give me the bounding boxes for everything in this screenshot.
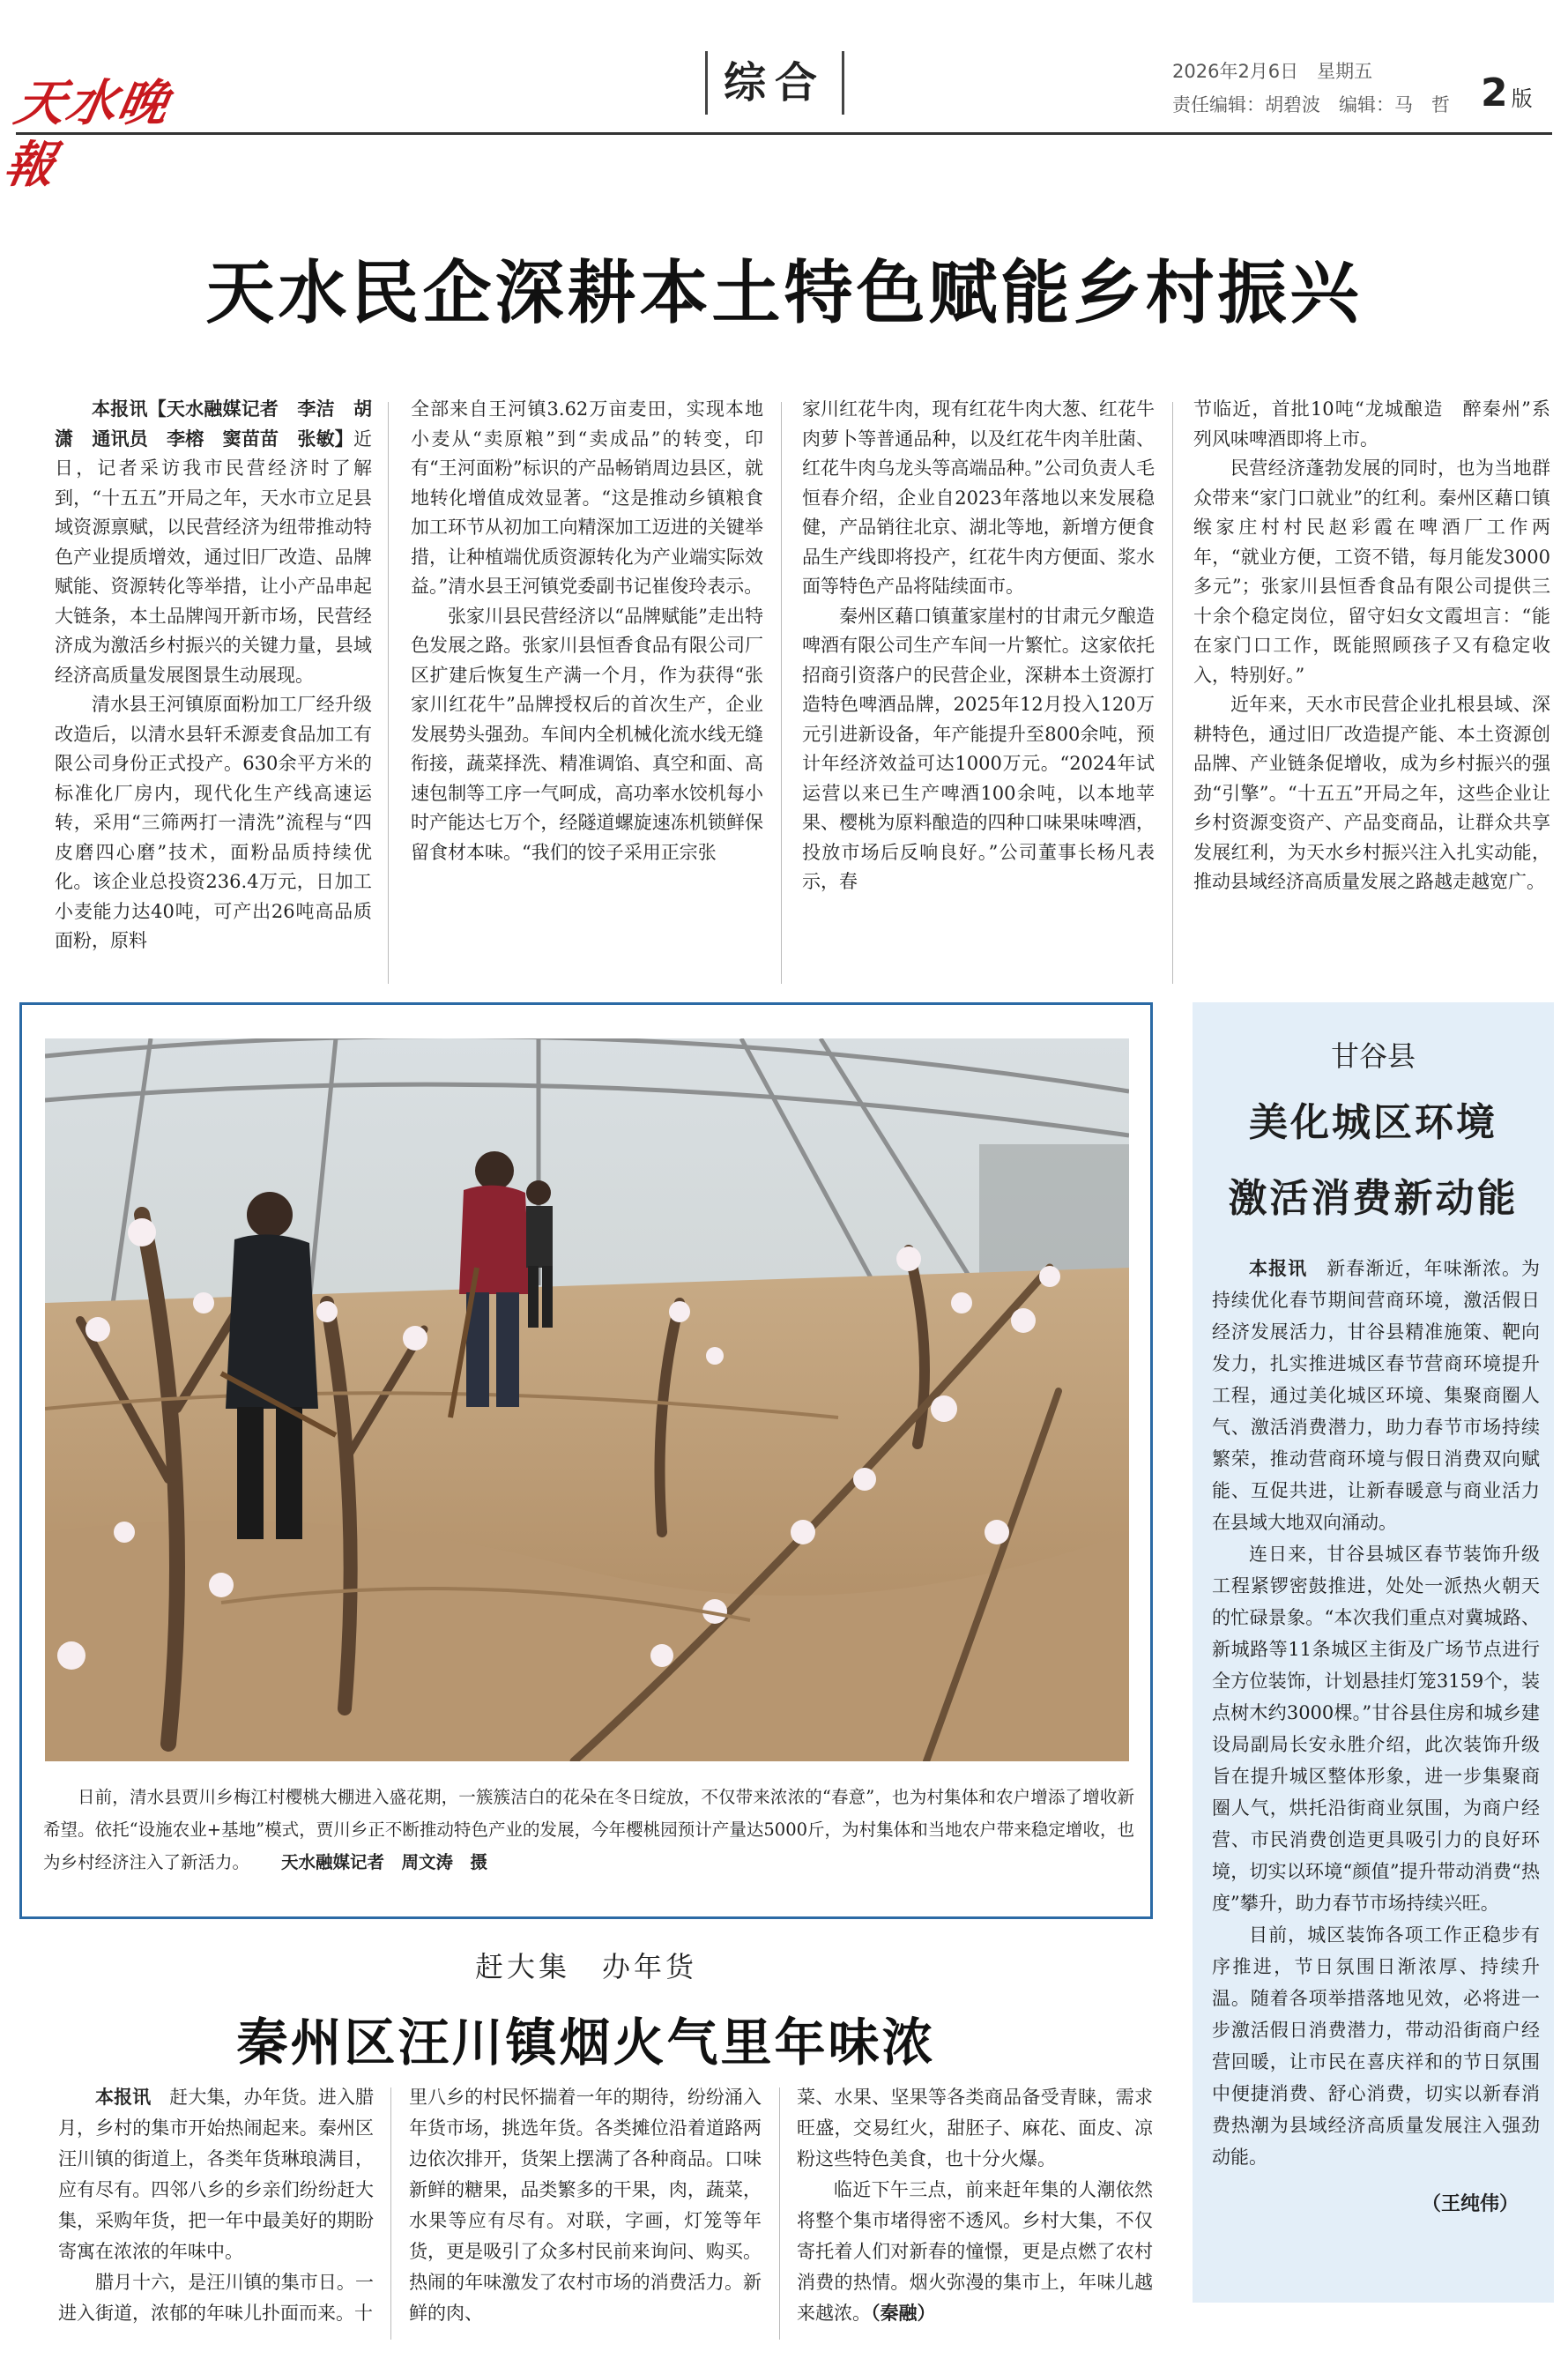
page-number: 2 版 [1481,71,1533,115]
section-label: 综合 [705,51,844,115]
photo-caption: 日前，清水县贾川乡梅江村樱桃大棚进入盛花期，一簇簇洁白的花朵在冬日绽放，不仅带来浓浓的“春意”，也为村集体和农户增添了增收新希望。依托“设施农业+基地”模式，贾川乡正不断推动特色产业的发展，今年樱桃园预计产量达5000斤，为村集体和当地农户带来稳定增收，也为乡村经济注入了新活力。 天水融媒记者 周文涛 摄 [43,1787,1134,1872]
masthead-rule [16,132,1552,135]
photo-credit: 天水融媒记者 周文涛 摄 [281,1852,488,1872]
sidebar-headline: 美化城区环境 激活消费新动能 [1228,1100,1519,1221]
newspaper-logo: 天水晚報 [0,74,175,194]
sidebar-body: 本报讯 新春渐近，年味渐浓。为持续优化春节期间营商环境，激活假日经济发展活力，甘谷县精准施策、靶向发力，扎实推进城区春节营商环境提升工程，通过美化城区环境、集聚商圈人气、激活消费潜力，助力春节市场持续繁荣，推动营商环境与假日消费双向赋能、互促共进，让新春暖意与商业活力在县域大地双向涌动。 连日来，甘谷县城区春节装饰升级工程紧锣密鼓推进，处处一派热火朝天的忙碌景象。“本次我们重点对冀城路、新城路等11条城区主街及广场节点进行全方位装饰，计划悬挂灯笼3159个，装点树木约3000棵。”甘谷县住房和城乡建设局副局长安永胜介绍，此次装饰升级旨在提升城区整体形象，进一步集聚商圈人气，烘托沿街商业氛围，为商户经营、市民消费创造更具吸引力的良好环境，切实以环境“颜值”提升带动消费“热度”攀升，助力春节市场持续兴旺。 目前，城区装饰各项工作正稳步有序推进，节日氛围日渐浓厚、持续升温。随着各项举措落地见效，必将进一步激活假日消费潜力，带动沿街商户经营回暖，让市民在喜庆祥和的节日氛围中便捷消费、舒心消费，切实以新春消费热潮为县域经济高质量发展注入强劲动能。 [1212,1258,1541,2168]
sidebar-kicker: 甘谷县 [1330,1039,1416,1073]
issue-meta [1172,55,1450,122]
second-story-column-3: 菜、水果、坚果等各类商品备受青睐，需求旺盛，交易红火，甜胚子、麻花、面皮、凉粉这些特色美食，也十分火爆。 临近下午三点，前来赶年集的人潮依然将整个集市堵得密不透风。乡村大集，不仅寄托着人们对新春的憧憬，更是点燃了农村消费的热情。烟火弥漫的集市上，年味儿越来越浓。（秦融） [797,2087,1153,2324]
lead-column-1: 本报讯【天水融媒记者 李洁 胡潇 通讯员 李榕 窦苗苗 张敏】近日，记者采访我市民营经济时了解到，“十五五”开局之年，天水市立足县域资源禀赋，以民营经济为纽带推动特色产业提质增效，通过旧厂改造、品牌赋能、资源转化等举措，让小产品串起大链条，本土品牌闯开新市场，民营经济成为激活乡村振兴的关键力量，县域经济高质量发展图景生动展现。 清水县王河镇原面粉加工厂经升级改造后，以清水县轩禾源麦食品加工有限公司身份正式投产。630余平方米的标准化厂房内，现代化生产线高速运转，采用“三筛两打一清洗”流程与“四皮磨四心磨”技术，面粉品质持续优化。该企业总投资236.4万元，日加工小麦能力达40吨，可产出26吨高品质面粉，原料 [55,398,372,951]
editors-line: 责任编辑：胡碧波 编辑：马 哲 [1172,94,1450,115]
sidebar-story [1193,1002,1554,2303]
second-story-kicker: 赶大集 办年货 [474,1950,697,1983]
lead-column-4: 节临近，首批10吨“龙城酿造 醉秦州”系列风味啤酒即将上市。 民营经济蓬勃发展的同时，也为当地群众带来“家门口就业”的红利。秦州区藉口镇缑家庄村村民赵彩霞在啤酒厂工作两年，“就业方便，工资不错，每月能发3000多元”；张家川县恒香食品有限公司提供三十余个稳定岗位，留守妇女文霞坦言：“能在家门口工作，既能照顾孩子又有稳定收入，特别好。” 近年来，天水市民营企业扎根县域、深耕特色，通过旧厂改造提产能、本土资源创品牌、产业链条促增收，成为乡村振兴的强劲“引擎”。“十五五”开局之年，这些企业让乡村资源变资产、产品变商品，让群众共享发展红利，为天水乡村振兴注入扎实动能，推动县域经济高质量发展之路越走越宽广。 [1193,398,1550,892]
second-story-headline: 秦州区汪川镇烟火气里年味浓 [236,2013,936,2072]
sidebar-signature: （王纯伟） [1421,2193,1519,2215]
lead-byline: 本报讯【天水融媒记者 李洁 胡潇 通讯员 李榕 窦苗苗 张敏】 [55,398,372,450]
second-story-column-1: 本报讯 赶大集，办年货。进入腊月，乡村的集市开始热闹起来。秦州区汪川镇的街道上，各类年货琳琅满目，应有尽有。四邻八乡的乡亲们纷纷赶大集，采购年货，把一年中最美好的期盼寄寓在浓浓的年味中。 腊月十六，是汪川镇的集市日。一进入街道，浓郁的年味儿扑面而来。十 [58,2087,374,2324]
lead-column-2: 全部来自王河镇3.62万亩麦田，实现本地小麦从“卖原粮”到“卖成品”的转变，印有“王河面粉”标识的产品畅销周边县区，就地转化增值成效显著。“这是推动乡镇粮食加工环节从初加工向精深加工迈进的关键举措，让种植端优质资源转化为产业端实际效益。”清水县王河镇党委副书记崔俊玲表示。 张家川县民营经济以“品牌赋能”走出特色发展之路。张家川县恒香食品有限公司厂区扩建后恢复生产满一个月，作为获得“张家川红花牛”品牌授权后的首次生产，企业发展势头强劲。车间内全机械化流水线无缝衔接，蔬菜择洗、精准调馅、真空和面、高速包制等工序一气呵成，高功率水饺机每小时产能达七万个，经隧道螺旋速冻机锁鲜保留食材本味。“我们的饺子采用正宗张 [411,398,763,863]
second-story-signature: （秦融） [871,2303,936,2324]
lead-column-3: 家川红花牛肉，现有红花牛肉大葱、红花牛肉萝卜等普通品种，以及红花牛肉羊肚菌、红花牛肉乌龙头等高端品种。”公司负责人毛恒春介绍，企业自2023年落地以来发展稳健，产品销往北京、湖北等地，新增方便食品生产线即将投产，红花牛肉方便面、浆水面等特色产品将陆续面市。 秦州区藉口镇董家崖村的甘肃元夕酿造啤酒有限公司生产车间一片繁忙。这家依托招商引资落户的民营企业，深耕本土资源打造特色啤酒品牌，2025年12月投入120万元引进新设备，年产能提升至800余吨，预计年经济效益可达1000万元。“2024年试运营以来已生产啤酒100余吨，以本地苹果、樱桃为原料酿造的四种口味果味啤酒，投放市场后反响良好。”公司董事长杨凡表示，春 [802,398,1155,892]
second-story-column-2: 里八乡的村民怀揣着一年的期待，纷纷涌入年货市场，挑选年货。各类摊位沿着道路两边依次排开，货架上摆满了各种商品。口味新鲜的糖果，品类繁多的干果，肉，蔬菜，水果等应有尽有。对联，字画，灯笼等年货，更是吸引了众多村民前来询问、购买。热闹的年味激发了农村市场的消费活力。新鲜的肉、 [409,2087,762,2324]
cherry-orchard-photo [45,1038,1129,1761]
lead-headline: 天水民企深耕本土特色赋能乡村振兴 [205,253,1363,333]
photo-box [19,1002,1153,1919]
issue-date: 2026年2月6日 星期五 [1172,61,1373,82]
